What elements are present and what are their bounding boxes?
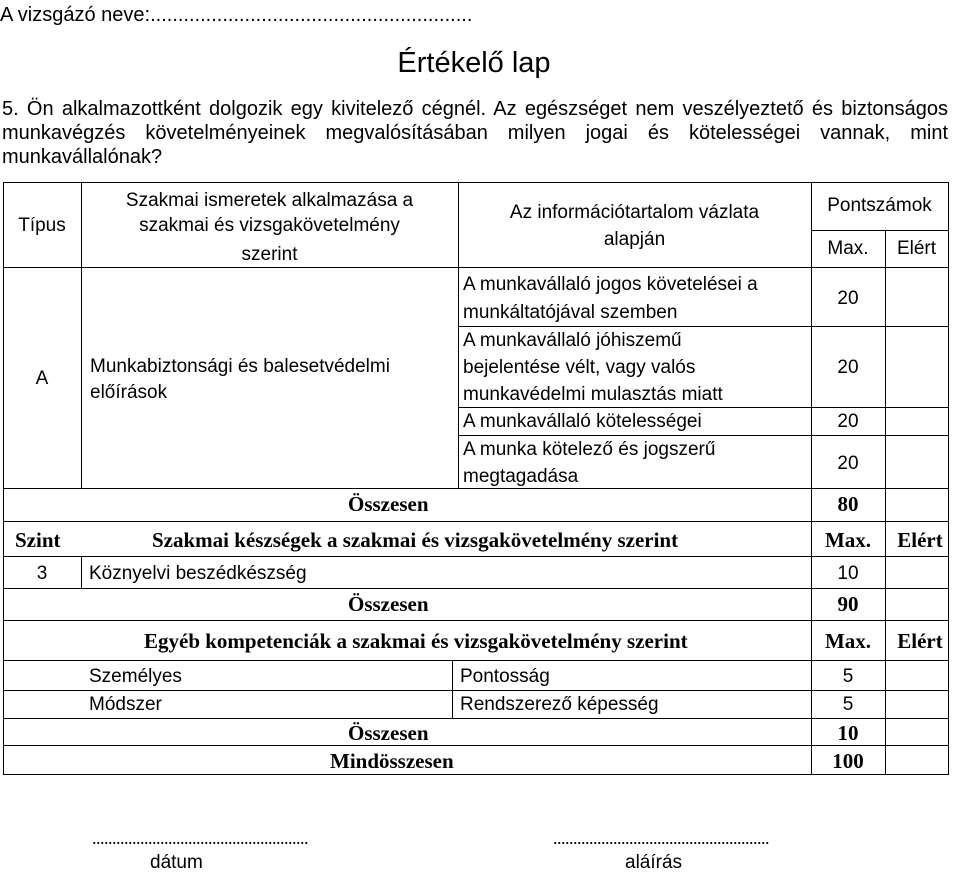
- grand-total-value: 100: [832, 749, 864, 773]
- header-bottom-line: [3, 267, 949, 268]
- col-header-points: Pontszámok: [827, 195, 932, 216]
- skill-max: 10: [837, 563, 859, 584]
- competence-category-1: Személyes: [89, 666, 182, 687]
- question-text: 5. Ön alkalmazottként dolgozik egy kivitelező cégnél. Az egészséget nem veszélyeztető és biztonságos munkavégzés követelményeinek megvalósításában milyen jogai és kötelességei vannak, mint munkavállalónak?: [2, 98, 948, 168]
- col-line: [452, 660, 453, 718]
- col-header-info-1: Az információtartalom vázlata: [509, 202, 760, 223]
- row-line: [3, 588, 949, 589]
- col-header-max: Max.: [827, 238, 869, 259]
- competence-name-2: Rendszerező képesség: [460, 694, 659, 715]
- info-row-2-line-3: munkavédelmi mulasztás miatt: [463, 384, 723, 405]
- table-border-top: [3, 182, 949, 183]
- row-line: [3, 718, 949, 719]
- info-row-4-max: 20: [837, 453, 859, 474]
- info-row-2-max: 20: [837, 357, 859, 378]
- skill-name: Köznyelvi beszédkészség: [89, 563, 307, 584]
- row-line: [3, 620, 949, 621]
- col-line: [81, 556, 82, 588]
- info-row-4-line-2: megtagadása: [463, 466, 579, 487]
- section1-total-label: Összesen: [348, 492, 429, 516]
- skill-level: 3: [36, 563, 48, 584]
- page-title: Értékelő lap: [397, 47, 551, 79]
- info-row-4-line-1: A munka kötelező és jogszerű: [463, 439, 716, 460]
- row-line: [3, 521, 949, 522]
- table-border-left: [3, 521, 4, 774]
- section2-col-achieved: Elért: [897, 528, 943, 552]
- row-line: [458, 435, 949, 436]
- section2-total-label: Összesen: [348, 592, 429, 616]
- row-line: [3, 745, 949, 746]
- row-line: [3, 556, 949, 557]
- info-row-3-max: 20: [837, 411, 859, 432]
- competence-max-2: 5: [842, 694, 854, 715]
- row-line: [458, 407, 949, 408]
- section3-total-value: 10: [837, 721, 859, 745]
- topic-line-2: előírások: [90, 382, 168, 403]
- row-line: [3, 690, 949, 691]
- col-header-knowledge-3: szerint: [241, 244, 298, 265]
- col-header-knowledge-2: szakmai és vizsgakövetelmény: [139, 215, 400, 236]
- info-row-2-line-2: bejelentése vélt, vagy valós: [463, 357, 696, 378]
- grand-total-label: Mindösszesen: [330, 749, 454, 773]
- type-value: A: [35, 368, 49, 389]
- section3-total-label: Összesen: [348, 721, 429, 745]
- date-label: dátum: [150, 852, 203, 873]
- section3-col-max: Max.: [824, 629, 872, 653]
- signature-label: aláírás: [625, 852, 683, 873]
- points-subheader-line: [811, 230, 949, 231]
- col-header-knowledge-1: Szakmai ismeretek alkalmazása a: [125, 190, 414, 211]
- row-line: [458, 326, 949, 327]
- examinee-name-label: A vizsgázó neve:..........................................................: [0, 4, 473, 26]
- col-header-type: Típus: [18, 215, 66, 236]
- col-header-skills: Szakmai készségek a szakmai és vizsgakövetelmény szerint: [152, 528, 679, 552]
- table-border-right: [948, 182, 949, 521]
- col-header-info-2: alapján: [603, 229, 666, 250]
- competence-category-2: Módszer: [89, 694, 162, 715]
- section1-total-value: 80: [837, 492, 859, 516]
- col-line: [885, 230, 886, 521]
- date-dots: ......................................................: [92, 828, 308, 848]
- topic-line-1: Munkabiztonsági és balesetvédelmi: [90, 356, 390, 377]
- info-row-3-line-1: A munkavállaló kötelességei: [463, 411, 702, 432]
- col-header-level: Szint: [15, 528, 61, 552]
- section3-col-achieved: Elért: [897, 629, 943, 653]
- competence-name-1: Pontosság: [460, 666, 550, 687]
- table-border-bottom: [3, 774, 949, 775]
- signature-dots: ......................................................: [553, 828, 769, 848]
- col-header-achieved: Elért: [896, 238, 937, 259]
- section2-col-max: Max.: [824, 528, 872, 552]
- section3-header: Egyéb kompetenciák a szakmai és vizsgakövetelmény szerint: [144, 629, 688, 653]
- section2-total-value: 90: [837, 592, 859, 616]
- row-line: [3, 660, 949, 661]
- info-row-1-line-1: A munkavállaló jogos követelései a: [463, 274, 758, 295]
- info-row-1-line-2: munkáltatójával szemben: [463, 302, 678, 323]
- info-row-1-max: 20: [837, 288, 859, 309]
- info-row-2-line-1: A munkavállaló jóhiszemű: [463, 330, 682, 351]
- competence-max-1: 5: [842, 666, 854, 687]
